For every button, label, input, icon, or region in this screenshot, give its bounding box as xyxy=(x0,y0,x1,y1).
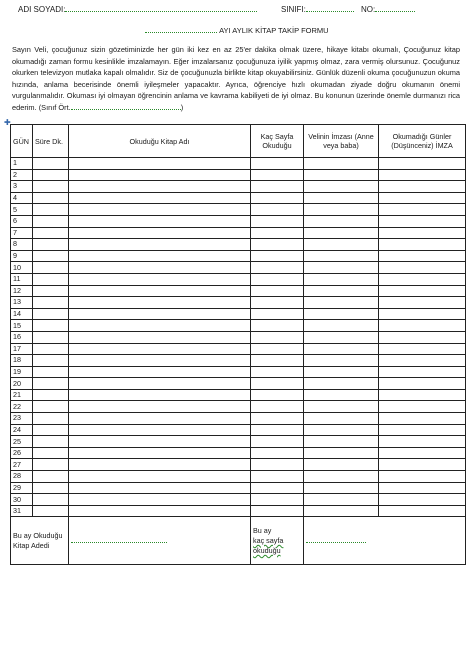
notes-cell[interactable] xyxy=(379,204,466,216)
table-body xyxy=(11,158,466,517)
table-row xyxy=(11,413,466,425)
book-cell[interactable] xyxy=(69,505,251,517)
book-cell[interactable] xyxy=(69,424,251,436)
pages-cell[interactable] xyxy=(251,482,304,494)
notes-cell[interactable] xyxy=(379,436,466,448)
day-cell: 19 xyxy=(11,366,33,378)
pages-cell[interactable] xyxy=(251,227,304,239)
day-cell: 1 xyxy=(11,158,33,170)
signature-cell[interactable] xyxy=(304,401,379,413)
book-cell[interactable] xyxy=(69,250,251,262)
notes-cell[interactable] xyxy=(379,215,466,227)
instructions-text: Sayın Veli, çocuğunuz sizin gözetiminizde her gün iki kez en az 25'er dakika olmak üzere, hikaye kitabı okumalı, Çocuğunuz kitap okumadığı zaman formu kesinlikle imzalamayın. Eğer imzalarsanız çocuğunuza iyilik yapmış olmaz, zara vermiş olursunuz. Çocuğunuz okurken televizyon mutlaka kapalı olmalıdır. Siz de çocuğunuzla birlikte kitap okuyabilirsiniz. Günlük düzenli okuma çocuğunuzun okuma hızında, anlama becerisinde önemli iyileşmeler yapacaktır. Ayrıca, öğrenciye hızlı okumadan ziyade doğru okumanın önemi vurgulanmalıdır. Okuması iyi olmayan öğrencinin anlama ve kavrama kabiliyeti de iyi olmaz. Bu konunun üzerinde önemle durmanızı rica ederim. (Sınıf Ört. xyxy=(12,45,460,112)
book-cell[interactable] xyxy=(69,204,251,216)
teacher-name-field[interactable] xyxy=(71,102,184,112)
pages-cell[interactable] xyxy=(251,158,304,170)
pages-cell[interactable] xyxy=(251,436,304,448)
day-cell: 25 xyxy=(11,436,33,448)
signature-cell[interactable] xyxy=(304,436,379,448)
table-row xyxy=(11,436,466,448)
name-row xyxy=(18,4,257,14)
duration-cell[interactable] xyxy=(33,482,69,494)
col-header-duration: Süre Dk. xyxy=(33,125,69,158)
book-cell[interactable] xyxy=(69,285,251,297)
duration-cell[interactable] xyxy=(33,215,69,227)
day-cell: 26 xyxy=(11,447,33,459)
book-cell[interactable] xyxy=(69,192,251,204)
book-cell[interactable] xyxy=(69,331,251,343)
day-cell: 24 xyxy=(11,424,33,436)
day-cell: 17 xyxy=(11,343,33,355)
signature-cell[interactable] xyxy=(304,413,379,425)
signature-cell[interactable] xyxy=(304,297,379,309)
duration-cell[interactable] xyxy=(33,320,69,332)
col-header-day: GÜN xyxy=(11,125,33,158)
pages-cell[interactable] xyxy=(251,447,304,459)
signature-cell[interactable] xyxy=(304,343,379,355)
signature-cell[interactable] xyxy=(304,447,379,459)
table-row xyxy=(11,471,466,483)
table-row xyxy=(11,505,466,517)
table-row xyxy=(11,482,466,494)
table-row xyxy=(11,158,466,170)
book-cell[interactable] xyxy=(69,181,251,193)
notes-cell[interactable] xyxy=(379,262,466,274)
notes-cell[interactable] xyxy=(379,250,466,262)
table-row xyxy=(11,320,466,332)
duration-cell[interactable] xyxy=(33,436,69,448)
signature-cell[interactable] xyxy=(304,471,379,483)
notes-cell[interactable] xyxy=(379,459,466,471)
table-row xyxy=(11,378,466,390)
duration-cell[interactable] xyxy=(33,413,69,425)
table-row xyxy=(11,494,466,506)
signature-cell[interactable] xyxy=(304,239,379,251)
duration-cell[interactable] xyxy=(33,343,69,355)
book-cell[interactable] xyxy=(69,378,251,390)
total-pages-label-line1: Bu ay xyxy=(253,525,272,535)
notes-cell[interactable] xyxy=(379,413,466,425)
day-cell: 30 xyxy=(11,494,33,506)
notes-cell[interactable] xyxy=(379,505,466,517)
book-cell[interactable] xyxy=(69,459,251,471)
pages-cell[interactable] xyxy=(251,459,304,471)
signature-cell[interactable] xyxy=(304,215,379,227)
pages-cell[interactable] xyxy=(251,262,304,274)
signature-cell[interactable] xyxy=(304,169,379,181)
table-footer-row xyxy=(11,517,466,565)
instructions-end: ) xyxy=(180,102,184,112)
duration-cell[interactable] xyxy=(33,389,69,401)
table-row xyxy=(11,331,466,343)
duration-cell[interactable] xyxy=(33,447,69,459)
notes-cell[interactable] xyxy=(379,447,466,459)
pages-cell[interactable] xyxy=(251,413,304,425)
signature-cell[interactable] xyxy=(304,227,379,239)
duration-cell[interactable] xyxy=(33,250,69,262)
table-row xyxy=(11,366,466,378)
table-header-row xyxy=(11,125,466,158)
notes-cell[interactable] xyxy=(379,482,466,494)
signature-cell[interactable] xyxy=(304,181,379,193)
table-row xyxy=(11,239,466,251)
pages-cell[interactable] xyxy=(251,320,304,332)
day-cell: 2 xyxy=(11,169,33,181)
day-cell: 12 xyxy=(11,285,33,297)
day-cell: 9 xyxy=(11,250,33,262)
book-cell[interactable] xyxy=(69,389,251,401)
no-field[interactable] xyxy=(375,4,415,12)
name-field[interactable] xyxy=(65,4,257,12)
notes-cell[interactable] xyxy=(379,158,466,170)
book-cell[interactable] xyxy=(69,401,251,413)
total-pages-label-line3: okuduğu xyxy=(253,545,281,555)
table-row xyxy=(11,250,466,262)
no-row xyxy=(361,4,415,14)
signature-cell[interactable] xyxy=(304,273,379,285)
table-row xyxy=(11,424,466,436)
book-cell[interactable] xyxy=(69,158,251,170)
signature-cell[interactable] xyxy=(304,389,379,401)
signature-cell[interactable] xyxy=(304,459,379,471)
total-pages-field[interactable] xyxy=(306,535,366,543)
month-field[interactable] xyxy=(145,25,217,33)
class-field[interactable] xyxy=(306,4,354,12)
duration-cell[interactable] xyxy=(33,192,69,204)
notes-cell[interactable] xyxy=(379,227,466,239)
form-title-text: AYI AYLIK KİTAP TAKİP FORMU xyxy=(219,26,329,35)
day-cell: 8 xyxy=(11,239,33,251)
signature-cell[interactable] xyxy=(304,285,379,297)
pages-cell[interactable] xyxy=(251,505,304,517)
duration-cell[interactable] xyxy=(33,297,69,309)
book-cell[interactable] xyxy=(69,447,251,459)
signature-cell[interactable] xyxy=(304,378,379,390)
table-row xyxy=(11,181,466,193)
day-cell: 27 xyxy=(11,459,33,471)
book-cell[interactable] xyxy=(69,343,251,355)
book-cell[interactable] xyxy=(69,355,251,367)
signature-cell[interactable] xyxy=(304,192,379,204)
signature-cell[interactable] xyxy=(304,308,379,320)
book-cell[interactable] xyxy=(69,215,251,227)
book-cell[interactable] xyxy=(69,297,251,309)
table-row xyxy=(11,285,466,297)
signature-cell[interactable] xyxy=(304,158,379,170)
total-books-label: Bu ay Okuduğu Kitap Adedi xyxy=(11,517,69,565)
pages-cell[interactable] xyxy=(251,378,304,390)
book-cell[interactable] xyxy=(69,471,251,483)
notes-cell[interactable] xyxy=(379,343,466,355)
reading-log-table xyxy=(10,124,466,565)
signature-cell[interactable] xyxy=(304,320,379,332)
duration-cell[interactable] xyxy=(33,204,69,216)
duration-cell[interactable] xyxy=(33,181,69,193)
table-row xyxy=(11,308,466,320)
day-cell: 13 xyxy=(11,297,33,309)
day-cell: 14 xyxy=(11,308,33,320)
signature-cell[interactable] xyxy=(304,204,379,216)
day-cell: 5 xyxy=(11,204,33,216)
notes-cell[interactable] xyxy=(379,285,466,297)
pages-cell[interactable] xyxy=(251,192,304,204)
book-cell[interactable] xyxy=(69,482,251,494)
name-label: ADI SOYADI: xyxy=(18,5,66,14)
notes-cell[interactable] xyxy=(379,366,466,378)
day-cell: 6 xyxy=(11,215,33,227)
duration-cell[interactable] xyxy=(33,459,69,471)
day-cell: 11 xyxy=(11,273,33,285)
notes-cell[interactable] xyxy=(379,331,466,343)
table-move-handle-icon[interactable]: ✚ xyxy=(4,118,11,127)
duration-cell[interactable] xyxy=(33,505,69,517)
duration-cell[interactable] xyxy=(33,331,69,343)
pages-cell[interactable] xyxy=(251,204,304,216)
pages-cell[interactable] xyxy=(251,250,304,262)
pages-cell[interactable] xyxy=(251,169,304,181)
table-row xyxy=(11,447,466,459)
duration-cell[interactable] xyxy=(33,355,69,367)
notes-cell[interactable] xyxy=(379,192,466,204)
book-cell[interactable] xyxy=(69,436,251,448)
total-books-cell[interactable] xyxy=(69,517,251,565)
duration-cell[interactable] xyxy=(33,158,69,170)
col-header-notes: Okumadığı Günler (Düşünceniz) İMZA xyxy=(379,125,466,158)
day-cell: 3 xyxy=(11,181,33,193)
day-cell: 16 xyxy=(11,331,33,343)
duration-cell[interactable] xyxy=(33,424,69,436)
table-row xyxy=(11,343,466,355)
book-cell[interactable] xyxy=(69,227,251,239)
book-cell[interactable] xyxy=(69,320,251,332)
signature-cell[interactable] xyxy=(304,424,379,436)
duration-cell[interactable] xyxy=(33,401,69,413)
pages-cell[interactable] xyxy=(251,389,304,401)
notes-cell[interactable] xyxy=(379,355,466,367)
class-row xyxy=(281,4,354,14)
total-pages-label xyxy=(251,517,304,565)
total-pages-label-line2: kaç sayfa xyxy=(253,535,284,545)
table-row xyxy=(11,273,466,285)
col-header-pages: Kaç Sayfa Okuduğu xyxy=(251,125,304,158)
notes-cell[interactable] xyxy=(379,320,466,332)
day-cell: 29 xyxy=(11,482,33,494)
day-cell: 4 xyxy=(11,192,33,204)
pages-cell[interactable] xyxy=(251,181,304,193)
no-label: NO: xyxy=(361,5,376,14)
class-label: SINIFI: xyxy=(281,5,306,14)
notes-cell[interactable] xyxy=(379,424,466,436)
table-row xyxy=(11,262,466,274)
pages-cell[interactable] xyxy=(251,343,304,355)
table-row xyxy=(11,215,466,227)
notes-cell[interactable] xyxy=(379,401,466,413)
duration-cell[interactable] xyxy=(33,471,69,483)
pages-cell[interactable] xyxy=(251,273,304,285)
pages-cell[interactable] xyxy=(251,424,304,436)
pages-cell[interactable] xyxy=(251,355,304,367)
pages-cell[interactable] xyxy=(251,471,304,483)
notes-cell[interactable] xyxy=(379,273,466,285)
instructions-paragraph xyxy=(12,44,460,114)
duration-cell[interactable] xyxy=(33,378,69,390)
total-books-field[interactable] xyxy=(71,535,167,543)
pages-cell[interactable] xyxy=(251,239,304,251)
table-row xyxy=(11,401,466,413)
duration-cell[interactable] xyxy=(33,366,69,378)
day-cell: 21 xyxy=(11,389,33,401)
signature-cell[interactable] xyxy=(304,355,379,367)
book-cell[interactable] xyxy=(69,308,251,320)
day-cell: 23 xyxy=(11,413,33,425)
signature-cell[interactable] xyxy=(304,494,379,506)
book-cell[interactable] xyxy=(69,273,251,285)
duration-cell[interactable] xyxy=(33,494,69,506)
day-cell: 18 xyxy=(11,355,33,367)
day-cell: 22 xyxy=(11,401,33,413)
notes-cell[interactable] xyxy=(379,297,466,309)
notes-cell[interactable] xyxy=(379,378,466,390)
pages-cell[interactable] xyxy=(251,366,304,378)
duration-cell[interactable] xyxy=(33,262,69,274)
pages-cell[interactable] xyxy=(251,297,304,309)
notes-cell[interactable] xyxy=(379,389,466,401)
table-row xyxy=(11,204,466,216)
day-cell: 10 xyxy=(11,262,33,274)
pages-cell[interactable] xyxy=(251,308,304,320)
table-row xyxy=(11,297,466,309)
pages-cell[interactable] xyxy=(251,401,304,413)
duration-cell[interactable] xyxy=(33,285,69,297)
notes-cell[interactable] xyxy=(379,169,466,181)
table-row xyxy=(11,389,466,401)
form-title xyxy=(0,25,474,35)
duration-cell[interactable] xyxy=(33,169,69,181)
col-header-book: Okuduğu Kitap Adı xyxy=(69,125,251,158)
day-cell: 20 xyxy=(11,378,33,390)
pages-cell[interactable] xyxy=(251,285,304,297)
table-row xyxy=(11,169,466,181)
notes-cell[interactable] xyxy=(379,494,466,506)
pages-cell[interactable] xyxy=(251,494,304,506)
total-pages-cell[interactable] xyxy=(304,517,466,565)
notes-cell[interactable] xyxy=(379,239,466,251)
book-cell[interactable] xyxy=(69,262,251,274)
col-header-signature: Velinin İmzası (Anne veya baba) xyxy=(304,125,379,158)
notes-cell[interactable] xyxy=(379,471,466,483)
notes-cell[interactable] xyxy=(379,181,466,193)
notes-cell[interactable] xyxy=(379,308,466,320)
book-cell[interactable] xyxy=(69,413,251,425)
duration-cell[interactable] xyxy=(33,273,69,285)
signature-cell[interactable] xyxy=(304,250,379,262)
table-row xyxy=(11,192,466,204)
day-cell: 7 xyxy=(11,227,33,239)
duration-cell[interactable] xyxy=(33,239,69,251)
signature-cell[interactable] xyxy=(304,366,379,378)
table-row xyxy=(11,459,466,471)
signature-cell[interactable] xyxy=(304,482,379,494)
day-cell: 15 xyxy=(11,320,33,332)
signature-cell[interactable] xyxy=(304,331,379,343)
duration-cell[interactable] xyxy=(33,308,69,320)
day-cell: 31 xyxy=(11,505,33,517)
book-cell[interactable] xyxy=(69,366,251,378)
day-cell: 28 xyxy=(11,471,33,483)
table-row xyxy=(11,227,466,239)
pages-cell[interactable] xyxy=(251,215,304,227)
table-row xyxy=(11,355,466,367)
duration-cell[interactable] xyxy=(33,227,69,239)
pages-cell[interactable] xyxy=(251,331,304,343)
book-cell[interactable] xyxy=(69,169,251,181)
signature-cell[interactable] xyxy=(304,262,379,274)
book-cell[interactable] xyxy=(69,494,251,506)
book-cell[interactable] xyxy=(69,239,251,251)
signature-cell[interactable] xyxy=(304,505,379,517)
